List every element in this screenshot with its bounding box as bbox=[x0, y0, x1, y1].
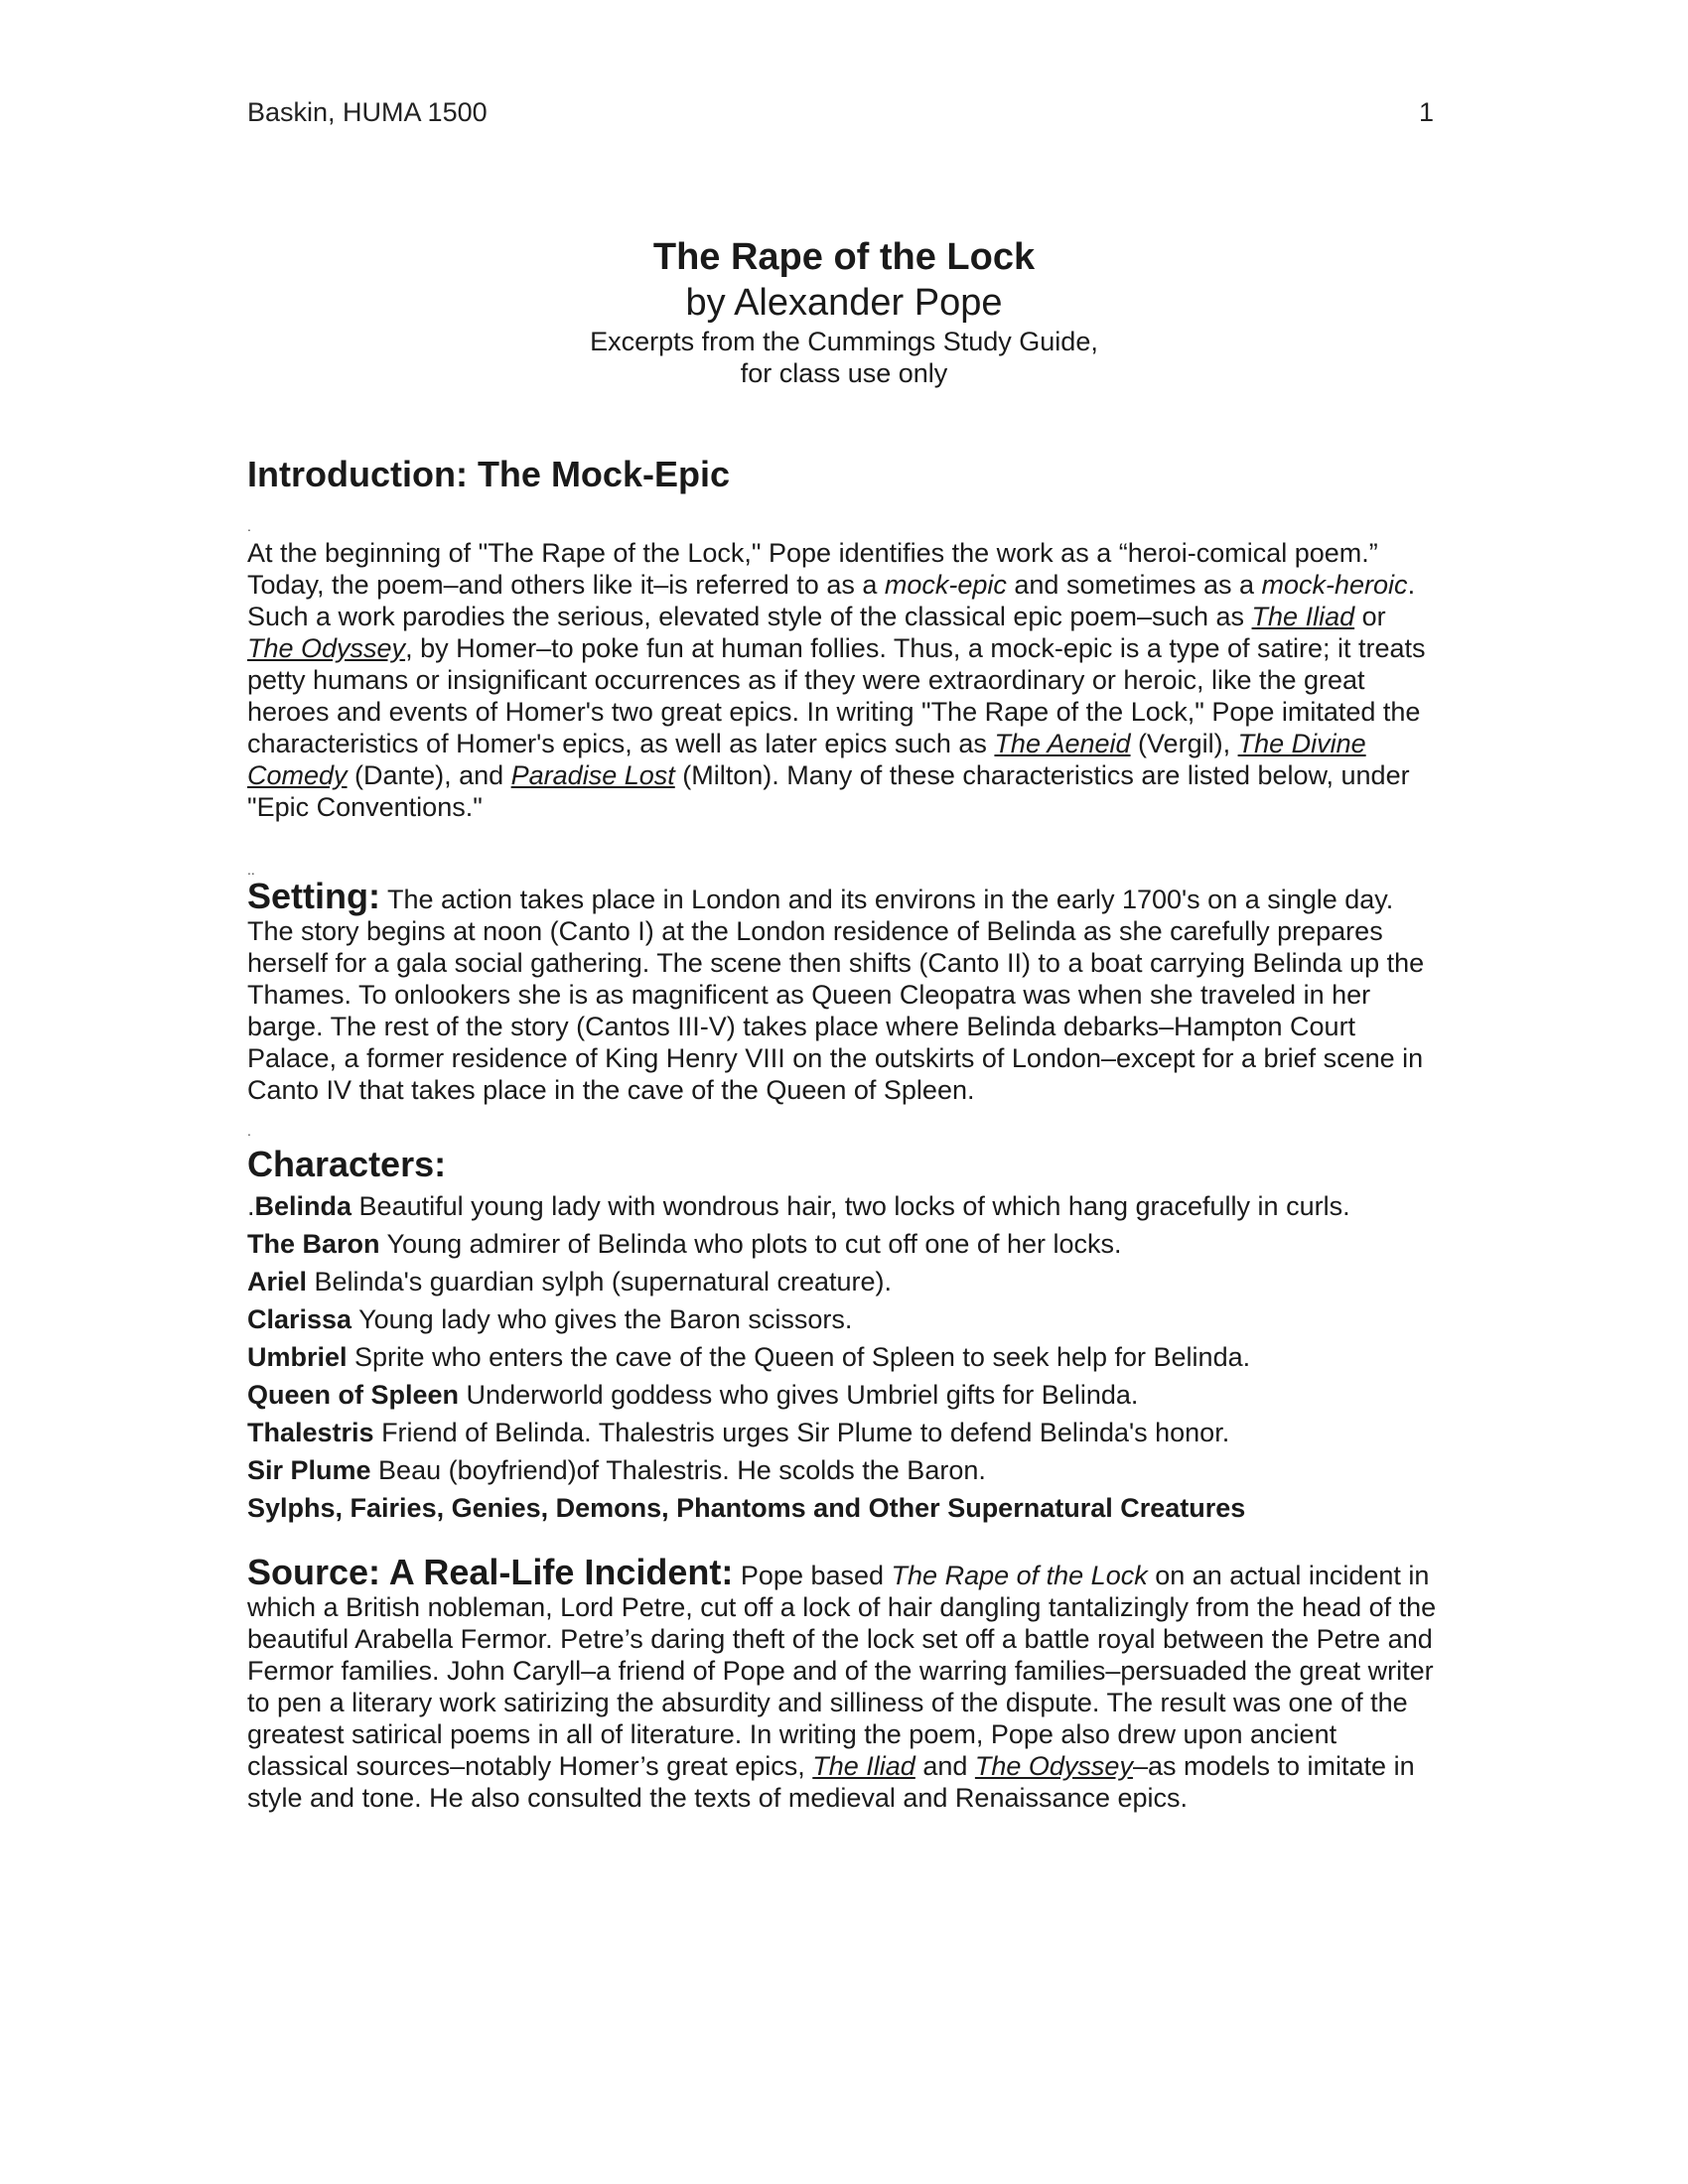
character-item bbox=[247, 1263, 1439, 1300]
character-name: Thalestris bbox=[247, 1418, 374, 1447]
subtitle-line-2: for class use only bbox=[740, 358, 948, 388]
characters-heading: Characters: bbox=[247, 1144, 447, 1184]
page-number: 1 bbox=[1418, 97, 1434, 127]
source-heading: Source: A Real-Life Incident: bbox=[247, 1552, 734, 1592]
character-name: The Baron bbox=[247, 1229, 380, 1259]
character-item bbox=[247, 1338, 1439, 1376]
character-item bbox=[247, 1451, 1439, 1489]
character-description: Beautiful young lady with wondrous hair, two locks of which hang gracefully in curls. bbox=[352, 1191, 1350, 1221]
running-header: Baskin, HUMA 1500 bbox=[247, 97, 488, 127]
character-name: Sylphs, Fairies, Genies, Demons, Phantoms and Other Supernatural Creatures bbox=[247, 1493, 1246, 1523]
ref-aeneid: The Aeneid bbox=[994, 729, 1131, 758]
character-item bbox=[247, 1300, 1439, 1338]
source-paragraph: Source: A Real-Life Incident: Pope based The Rape of the Lock on an actual incident in which a British nobleman, Lord Petre, cut off a lock of hair dangling tantalizingly from the head of the beautiful Arabella Fermor. Petre’s daring theft of the lock set off a battle royal between the Petre and Fermor families. John Caryll–a friend of Pope and of the warring families–persuaded the great writer to pen a literary work satirizing the absurdity and silliness of the dispute. The result was one of the greatest satirical poems in all of literature. In writing the poem, Pope also drew upon ancient classical sources–notably Homer’s great epics, The Iliad and The Odyssey–as models to imitate in style and tone. He also consulted the texts of medieval and Renaissance epics. bbox=[247, 1552, 1437, 1813]
ref-iliad: The Iliad bbox=[1251, 602, 1355, 631]
document-body bbox=[247, 452, 1439, 1814]
intro-dot: . bbox=[247, 518, 251, 534]
ref-iliad-2: The Iliad bbox=[812, 1751, 915, 1781]
characters-dot: . bbox=[247, 1123, 251, 1139]
character-name: Umbriel bbox=[247, 1342, 348, 1372]
character-name: Sir Plume bbox=[247, 1455, 371, 1485]
character-name: Ariel bbox=[247, 1267, 308, 1297]
term-mock-heroic: mock-heroic bbox=[1261, 570, 1408, 600]
character-description: Sprite who enters the cave of the Queen of Spleen to seek help for Belinda. bbox=[347, 1342, 1251, 1372]
character-description: Young lady who gives the Baron scissors. bbox=[352, 1304, 853, 1334]
ref-title: The Rape of the Lock bbox=[891, 1561, 1148, 1590]
setting-dot: .. bbox=[247, 862, 255, 878]
term-mock-epic: mock-epic bbox=[884, 570, 1007, 600]
intro-heading: Introduction: The Mock-Epic bbox=[247, 454, 730, 494]
character-description: Beau (boyfriend)of Thalestris. He scolds the Baron. bbox=[370, 1455, 986, 1485]
character-item bbox=[247, 1376, 1439, 1414]
character-item bbox=[247, 1414, 1439, 1451]
ref-divine-comedy: The Divine Comedy bbox=[247, 729, 1366, 790]
ref-odyssey: The Odyssey bbox=[247, 633, 406, 663]
character-list bbox=[247, 1187, 1439, 1527]
intro-paragraph: At the beginning of "The Rape of the Lock," Pope identifies the work as a “heroi-comical poem.” Today, the poem–and others like it–is referred to as a mock-epic and sometimes as a mock-heroic. Such a work parodies the serious, elevated style of the classical epic poem–such as The Iliad or The Odyssey, by Homer–to poke fun at human follies. Thus, a mock-epic is a type of satire; it treats petty humans or insignificant occurrences as if they were extraordinary or heroic, like the great heroes and events of Homer's two great epics. In writing "The Rape of the Lock," Pope imitated the characteristics of Homer's epics, as well as later epics such as The Aeneid (Vergil), The Divine Comedy (Dante), and Paradise Lost (Milton). Many of these characteristics are listed below, under "Epic Conventions." bbox=[247, 538, 1426, 822]
setting-paragraph: Setting: The action takes place in London and its environs in the early 1700's on a single day. The story begins at noon (Canto I) at the London residence of Belinda as she carefully prepares herself for a gala social gathering. The scene then shifts (Canto II) to a boat carrying Belinda up the Thames. To onlookers she is as magnificent as Queen Cleopatra was when she traveled in her barge. The rest of the story (Cantos III-V) takes place where Belinda debarks–Hampton Court Palace, a former residence of King Henry VIII on the outskirts of London–except for a brief scene in Canto IV that takes place in the cave of the Queen of Spleen. bbox=[247, 876, 1425, 1105]
ref-paradise-lost: Paradise Lost bbox=[510, 760, 675, 790]
character-description: Friend of Belinda. Thalestris urges Sir Plume to defend Belinda's honor. bbox=[373, 1418, 1230, 1447]
character-item: .Belinda Beautiful young lady with wondrous hair, two locks of which hang gracefully in curls. bbox=[247, 1191, 1350, 1221]
title-block bbox=[0, 234, 1688, 389]
subtitle-line-1: Excerpts from the Cummings Study Guide, bbox=[590, 327, 1098, 356]
character-name: Clarissa bbox=[247, 1304, 352, 1334]
document-author: by Alexander Pope bbox=[685, 282, 1003, 324]
ref-odyssey-2: The Odyssey bbox=[974, 1751, 1133, 1781]
document-title: The Rape of the Lock bbox=[652, 236, 1036, 278]
character-name: Belinda bbox=[254, 1191, 352, 1221]
setting-heading: Setting: bbox=[247, 876, 380, 916]
character-item bbox=[247, 1225, 1439, 1263]
character-description: Young admirer of Belinda who plots to cut off one of her locks. bbox=[379, 1229, 1122, 1259]
character-description: Belinda's guardian sylph (supernatural creature). bbox=[307, 1267, 893, 1297]
character-item bbox=[247, 1489, 1439, 1527]
character-description: Underworld goddess who gives Umbriel gifts for Belinda. bbox=[459, 1380, 1139, 1410]
character-name: Queen of Spleen bbox=[247, 1380, 460, 1410]
